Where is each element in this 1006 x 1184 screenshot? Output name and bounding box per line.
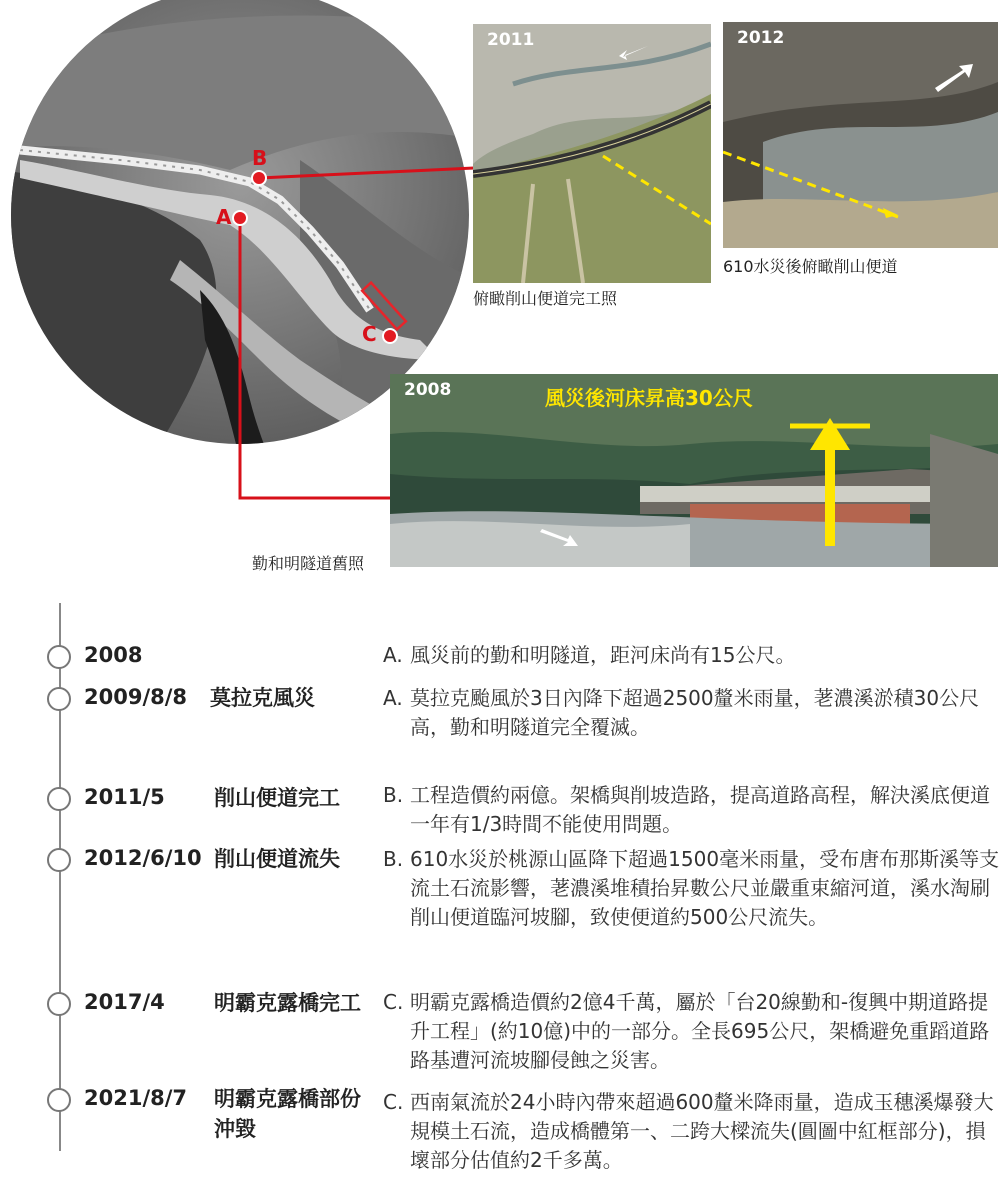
desc-marker: C. — [383, 990, 404, 1014]
desc-marker: B. — [383, 847, 404, 871]
desc-text: 風災前的勤和明隧道，距河床尚有15公尺。 — [410, 643, 796, 667]
marker-a-dot — [233, 211, 247, 225]
desc-marker: A. — [383, 686, 403, 710]
timeline-event: 削山便道完工 — [214, 786, 340, 810]
desc-marker: B. — [383, 783, 404, 807]
timeline-desc — [383, 641, 1003, 670]
timeline-dot — [47, 787, 71, 811]
timeline-desc — [383, 781, 1003, 839]
desc-text: 610水災於桃源山區降下超過1500毫米雨量，受布唐布那斯溪等支流土石流影響，荖濃溪堆積抬昇數公尺並嚴重束縮河道，溪水淘刷削山便道臨河坡腳，致使便道約500公尺流失。 — [410, 847, 1000, 929]
marker-c-dot — [383, 329, 397, 343]
timeline-desc — [383, 845, 1003, 932]
timeline-date: 2011/5 — [84, 785, 165, 809]
timeline-dot — [47, 645, 71, 669]
timeline-event: 明霸克露橋完工 — [214, 991, 361, 1015]
photo-2011-caption: 俯瞰削山便道完工照 — [473, 289, 618, 308]
photo-2011-year: 2011 — [487, 30, 535, 50]
timeline-dot — [47, 687, 71, 711]
desc-text: 明霸克露橋造價約2億4千萬，屬於「台20線勤和-復興中期道路提升工程」(約10億)中的一部分。全長695公尺，架橋避免重蹈道路路基遭河流坡腳侵蝕之災害。 — [410, 990, 990, 1072]
timeline-date: 2021/8/7 — [84, 1086, 188, 1110]
marker-b-label: B — [252, 146, 268, 170]
timeline-event: 莫拉克風災 — [210, 686, 315, 710]
desc-marker: A. — [383, 643, 403, 667]
desc-text: 西南氣流於24小時內帶來超過600釐米降雨量，造成玉穗溪爆發大規模土石流，造成橋體第一、二跨大樑流失(圓圖中紅框部分)，損壞部分估值約2千多萬。 — [410, 1090, 994, 1172]
timeline-dot — [47, 848, 71, 872]
timeline-event: 明霸克露橋部份沖毀 — [214, 1087, 361, 1141]
timeline-dot — [47, 1088, 71, 1112]
timeline-date: 2009/8/8 — [84, 685, 188, 709]
photo-2008 — [390, 374, 998, 567]
timeline-date: 2008 — [84, 643, 143, 667]
photo-2008-year: 2008 — [404, 380, 452, 400]
timeline-desc — [383, 684, 1003, 742]
photo-2011 — [473, 24, 711, 283]
timeline-date: 2017/4 — [84, 990, 165, 1014]
timeline-date: 2012/6/10 — [84, 846, 202, 870]
desc-marker: C. — [383, 1090, 404, 1114]
timeline-axis — [59, 603, 61, 1151]
photo-2012-year: 2012 — [737, 28, 785, 48]
timeline-dot — [47, 992, 71, 1016]
timeline-desc — [383, 988, 1003, 1075]
photo-2012 — [723, 22, 998, 248]
marker-a-label: A — [216, 205, 232, 229]
timeline-event: 削山便道流失 — [214, 847, 340, 871]
riverbed-rise-annotation: 風災後河床昇高30公尺 — [545, 386, 753, 410]
photo-2008-caption: 勤和明隧道舊照 — [252, 554, 365, 573]
desc-text: 莫拉克颱風於3日內降下超過2500釐米雨量，荖濃溪淤積30公尺高，勤和明隧道完全覆滅。 — [410, 686, 980, 739]
photo-2012-caption: 610水災後俯瞰削山便道 — [723, 257, 898, 276]
desc-text: 工程造價約兩億。架橋與削坡造路，提高道路高程，解決溪底便道一年有1/3時間不能使用問題。 — [410, 783, 990, 836]
marker-c-label: C — [362, 322, 377, 346]
timeline-desc — [383, 1088, 1003, 1175]
marker-b-dot — [252, 171, 266, 185]
